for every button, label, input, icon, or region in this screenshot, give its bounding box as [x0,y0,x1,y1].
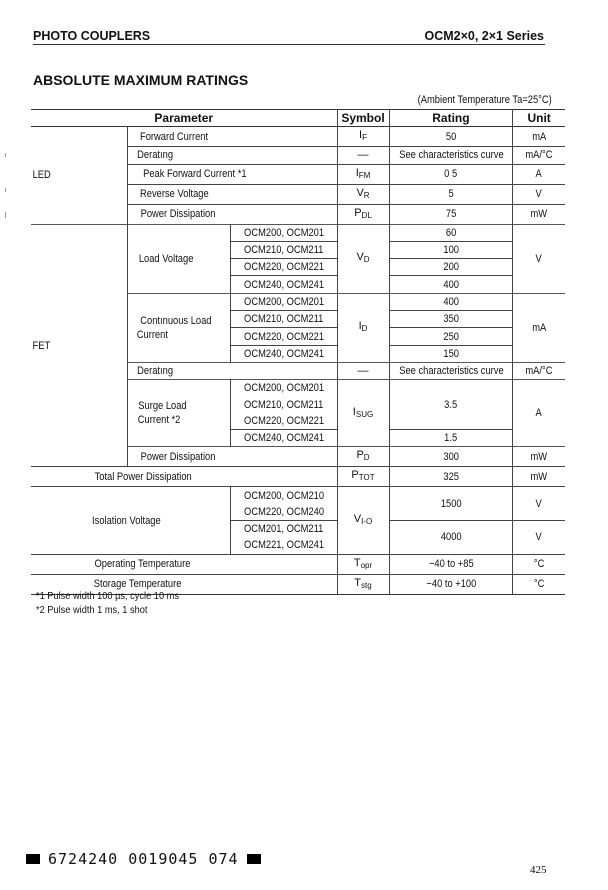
param-storage-temp: Storage Temperature [31,574,337,594]
margin-mark [5,153,6,157]
param: Peak Forward Current *1 [127,164,337,184]
unit: V [513,184,565,204]
footnote-2: *2 Pulse width 1 ms, 1 shot [36,604,148,616]
param: Power Dissipation [127,204,337,224]
param-power: Power Dissipation [127,447,337,467]
col-unit: Unit [513,110,565,127]
table-row [31,127,565,147]
col-rating: Rating [389,110,513,127]
model: OCM210, OCM211 [230,311,337,328]
symbol: $V_{I-O}$ [337,487,389,554]
rating: 0 5 [389,164,513,184]
ratings-table [31,109,565,595]
model: OCM240, OCM241 [230,345,337,362]
symbol: $P_D$ [337,447,389,467]
unit: A [513,380,565,447]
rating: See characteristics curve [389,362,513,379]
rating: 400 [389,293,513,310]
unit: A [513,164,565,184]
rating: 1500 [389,487,513,521]
margin-mark [5,212,6,218]
unit: °C [513,554,565,574]
rating: 150 [389,345,513,362]
param-load-current: Contınuous Load Current [127,293,230,362]
rating: −40 to +100 [389,574,513,594]
table-row [31,554,565,574]
model: OCM220, OCM221 [230,413,337,430]
ambient-note: (Ambient Temperature Ta=25°C) [417,94,552,106]
unit: mW [513,447,565,467]
model: OCM220, OCM221 [230,328,337,345]
footnote-1: *1 Pulse width 100 µs, cycle 10 ms [36,590,179,602]
table-row [31,467,565,487]
margin-mark [5,188,6,192]
param: Reverse Voltage [127,184,337,204]
model: OCM201, OCM211 [230,521,337,538]
unit: V [513,521,565,555]
page-number: 425 [530,864,547,876]
barcode-text: 6724240 0019045 074 [48,850,239,868]
unit: °C [513,574,565,594]
rating: 200 [389,259,513,276]
rating: 60 [389,224,513,241]
model: OCM221, OCM241 [230,537,337,554]
param: Deratıng [127,147,337,164]
rating: 50 [389,127,513,147]
unit: mW [513,467,565,487]
symbol: $P_{TOT}$ [337,467,389,487]
model: OCM240, OCM241 [230,430,337,447]
unit: mA/°C [513,362,565,379]
rating: 250 [389,328,513,345]
header-rule [33,44,545,45]
rating: 75 [389,204,513,224]
model: OCM220, OCM240 [230,504,337,521]
symbol: $I_F$ [337,127,389,147]
param-isolation: Isolation Voltage [31,487,230,554]
rating: 300 [389,447,513,467]
rating: 100 [389,241,513,258]
param-operating-temp: Operating Temperature [31,554,337,574]
model: OCM200, OCM201 [230,224,337,241]
symbol: $V_D$ [337,224,389,293]
rating: 325 [389,467,513,487]
footnotes [36,589,198,617]
model: OCM240, OCM241 [230,276,337,293]
unit: mW [530,208,548,221]
unit: V [513,487,565,521]
rating: 350 [389,311,513,328]
unit: mA [513,127,565,147]
symbol: $T_{stg}$ [337,574,389,594]
model: OCM200, OCM201 [230,293,337,310]
table-row [31,224,565,241]
rating: 5 [389,184,513,204]
symbol: — [337,147,389,164]
group-led: LED [32,169,51,182]
unit: mA [513,293,565,362]
model: OCM200, OCM210 [230,487,337,504]
rating: 3.5 [389,380,513,430]
param-derating: Deratıng [127,362,337,379]
symbol: $I_{SUG}$ [337,380,389,447]
section-title: ABSOLUTE MAXIMUM RATINGS [33,72,249,88]
unit: mA/°C [513,147,565,164]
col-parameter: Parameter [31,110,337,127]
param-surge: Surge Load Current *2 [127,380,230,447]
rating: See characteristics curve [389,147,513,164]
param-total-power: Total Power Dissipation [31,467,337,487]
symbol: $V_R$ [337,184,389,204]
rating: 4000 [389,521,513,555]
param-load-voltage: Load Voltage [127,224,230,293]
header-right: OCM2×0, 2×1 Series [424,29,544,43]
header-left: PHOTO COUPLERS [33,29,151,43]
rating: 400 [389,276,513,293]
param: Forward Current [127,127,337,147]
rating: −40 to +85 [389,554,513,574]
barcode-block-right [247,854,261,864]
table-header [31,110,565,127]
symbol: $I_{FM}$ [337,164,389,184]
model: OCM200, OCM201 [230,380,337,397]
symbol: $I_D$ [337,293,389,362]
col-symbol: Symbol [337,110,389,127]
rating: 1.5 [389,430,513,447]
model: OCM210, OCM211 [230,397,337,413]
model: OCM220, OCM221 [230,259,337,276]
barcode-line [26,850,261,868]
symbol: $P_{DL}$ [337,204,389,224]
barcode-block-left [26,854,40,864]
model: OCM210, OCM211 [230,241,337,258]
symbol: — [337,362,389,379]
symbol: $T_{opr}$ [337,554,389,574]
group-fet: FET [31,224,127,467]
unit: V [513,224,565,293]
table-row [31,487,565,504]
